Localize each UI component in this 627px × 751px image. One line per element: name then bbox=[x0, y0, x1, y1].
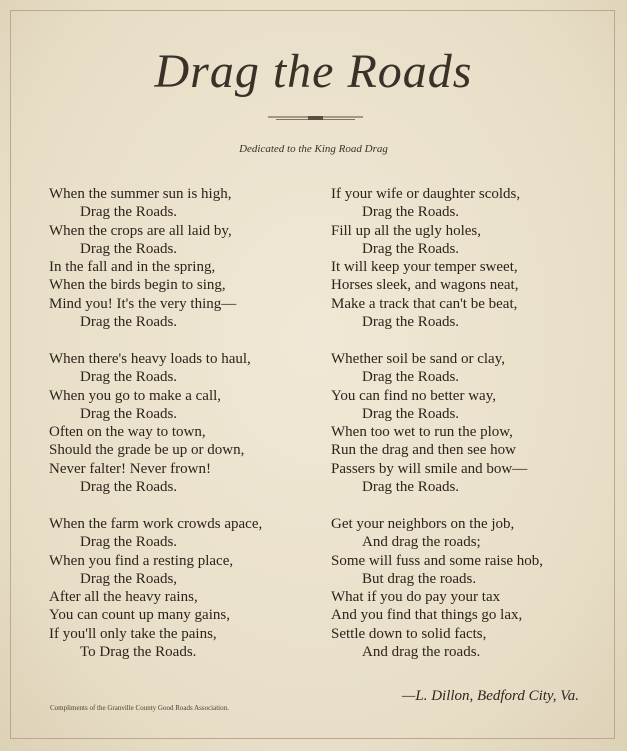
verse-line: When the birds begin to sing, bbox=[49, 277, 226, 294]
verse-line: In the fall and in the spring, bbox=[49, 259, 216, 276]
verse-line: Fill up all the ugly holes, bbox=[331, 222, 481, 239]
stanza bbox=[331, 185, 601, 331]
verse-line: Horses sleek, and wagons neat, bbox=[331, 277, 519, 294]
refrain-line: Drag the Roads. bbox=[362, 479, 460, 496]
poem-title: Drag the Roads bbox=[154, 45, 473, 98]
refrain-line: Drag the Roads. bbox=[362, 240, 460, 257]
verse-line: You can count up many gains, bbox=[49, 607, 230, 624]
refrain-line: Drag the Roads, bbox=[80, 570, 178, 587]
left-column bbox=[49, 185, 319, 680]
refrain-line: Drag the Roads. bbox=[80, 240, 178, 257]
refrain-line: And drag the roads. bbox=[362, 644, 481, 661]
verse-line: Get your neighbors on the job, bbox=[331, 515, 515, 532]
refrain-line: Drag the Roads. bbox=[80, 479, 178, 496]
verse-line: It will keep your temper sweet, bbox=[331, 259, 518, 276]
refrain-line: Drag the Roads. bbox=[362, 314, 460, 331]
verse-line: If your wife or daughter scolds, bbox=[331, 186, 521, 202]
verse-line: When the summer sun is high, bbox=[49, 186, 232, 202]
verse-line: Passers by will smile and bow— bbox=[331, 460, 528, 477]
verse-line: When too wet to run the plow, bbox=[331, 424, 513, 441]
refrain-line: Drag the Roads. bbox=[362, 405, 460, 422]
footer-credit: Compliments of the Granville County Good Roads Association. bbox=[50, 704, 229, 712]
verse-line: Some will fuss and some raise hob, bbox=[331, 552, 544, 569]
stanza bbox=[331, 515, 601, 661]
refrain-line: Drag the Roads. bbox=[80, 369, 178, 386]
right-column bbox=[331, 185, 601, 680]
author-attribution: —L. Dillon, Bedford City, Va. bbox=[402, 688, 579, 704]
verse-line: Never falter! Never frown! bbox=[49, 460, 211, 477]
stanza bbox=[49, 515, 319, 661]
verse-line: When you find a resting place, bbox=[49, 552, 234, 569]
stanza bbox=[331, 350, 601, 496]
refrain-line: Drag the Roads. bbox=[80, 314, 178, 331]
refrain-line: To Drag the Roads. bbox=[80, 644, 197, 661]
verse-line: Whether soil be sand or clay, bbox=[331, 350, 505, 367]
refrain-line: But drag the roads. bbox=[362, 570, 477, 587]
verse-line: Often on the way to town, bbox=[49, 424, 206, 441]
verse-line: When you go to make a call, bbox=[49, 387, 222, 404]
refrain-line: Drag the Roads. bbox=[362, 204, 460, 221]
verse-line: When the farm work crowds apace, bbox=[49, 515, 263, 532]
refrain-line: Drag the Roads. bbox=[80, 405, 178, 422]
verse-line: When there's heavy loads to haul, bbox=[49, 350, 251, 367]
verse-line: What if you do pay your tax bbox=[331, 589, 501, 606]
verse-line: Settle down to solid facts, bbox=[331, 625, 487, 642]
verse-line: Run the drag and then see how bbox=[331, 442, 516, 459]
verse-line: When the crops are all laid by, bbox=[49, 222, 232, 239]
verse-line: Mind you! It's the very thing— bbox=[49, 295, 237, 312]
stanza bbox=[49, 185, 319, 331]
verse-line: Make a track that can't be beat, bbox=[331, 295, 518, 312]
verse-line: If you'll only take the pains, bbox=[49, 625, 217, 642]
refrain-line: Drag the Roads. bbox=[80, 204, 178, 221]
refrain-line: And drag the roads; bbox=[362, 534, 481, 551]
stanza bbox=[49, 350, 319, 496]
verse-line: And you find that things go lax, bbox=[331, 607, 523, 624]
verse-line: You can find no better way, bbox=[331, 387, 496, 404]
verse-line: After all the heavy rains, bbox=[49, 589, 198, 606]
decorative-rule bbox=[268, 115, 363, 121]
refrain-line: Drag the Roads. bbox=[80, 534, 178, 551]
verse-line: Should the grade be up or down, bbox=[49, 442, 245, 459]
dedication: Dedicated to the King Road Drag bbox=[239, 143, 388, 155]
refrain-line: Drag the Roads. bbox=[362, 369, 460, 386]
